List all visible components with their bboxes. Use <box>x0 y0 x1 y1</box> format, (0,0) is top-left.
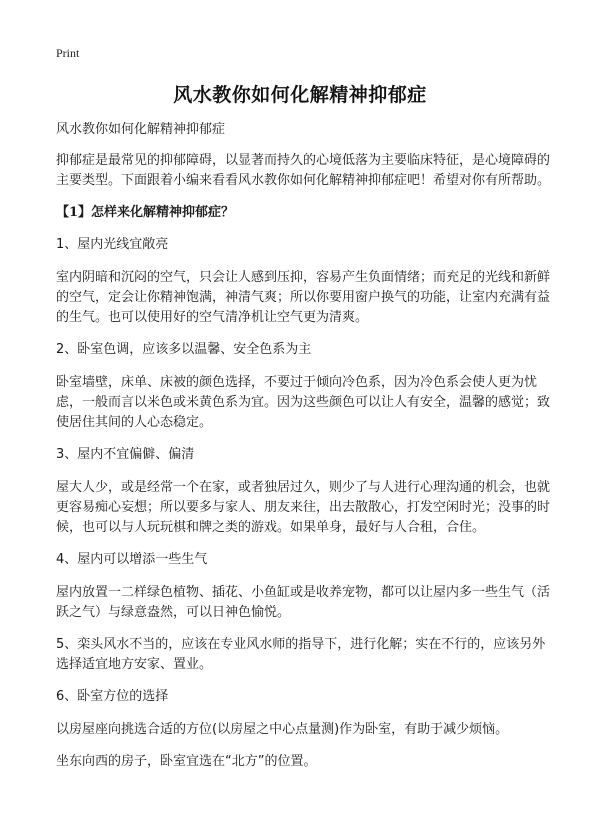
section-heading: 【1】怎样来化解精神抑郁症？ <box>56 205 235 220</box>
item-title-6: 6、卧室方位的选择 <box>56 689 169 704</box>
item-body-4: 屋内放置一二样绿色植物、插花、小鱼缸或是收养宠物，都可以让屋内多一些生气（活跃之气）与绿意盎然，可以日神色愉悦。 <box>56 585 551 620</box>
item-title-5: 5、栾头风水不当的，应该在专业风水师的指导下，进行化解；实在不行的，应该另外选择适宜地方安家、置业。 <box>56 637 546 672</box>
article-content <box>56 120 556 784</box>
intro-paragraph: 抑郁症是最常见的抑郁障碍，以显著而持久的心境低落为主要临床特征，是心境障碍的主要类型。下面跟着小编来看看风水教你如何化解精神抑郁症吧！希望对你有所帮助。 <box>56 153 551 188</box>
item-title-3: 3、屋内不宜偏僻、偏清 <box>56 447 195 462</box>
page-title: 风水教你如何化解精神抑郁症 <box>173 84 427 106</box>
item-body-1: 室内阴暗和沉闷的空气，只会让人感到压抑，容易产生负面情绪；而充足的光线和新鲜的空气，定会让你精神饱满，神清气爽；所以你要用窗户换气的功能，让室内充满有益的生气。也可以使用好的空气清净机让空气更为清爽。 <box>56 270 551 325</box>
article-subtitle: 风水教你如何化解精神抑郁症 <box>56 122 226 137</box>
item-title-2: 2、卧室色调，应该多以温馨、安全色系为主 <box>56 342 312 357</box>
item-body-2: 卧室墙壁，床单、床被的颜色选择，不要过于倾向冷色系，因为冷色系会使人更为忧虑，一般而言以米色或米黄色系为宜。因为这些颜色可以让人有安全，温馨的感觉；致使居住其间的人心态稳定。 <box>56 375 551 430</box>
item-title-4: 4、屋内可以增添一些生气 <box>56 552 208 567</box>
print-label: Print <box>56 46 80 60</box>
item-body-6: 以房屋座向挑选合适的方位(以房屋之中心点量测)作为卧室，有助于减少烦恼。 <box>56 722 509 737</box>
closing-paragraph: 坐东向西的房子，卧室宜选在“北方”的位置。 <box>56 754 317 769</box>
item-body-3: 屋大人少，或是经常一个在家，或者独居过久，则少了与人进行心理沟通的机会，也就更容易痴心妄想；所以要多与家人、朋友来往，出去散散心，打发空闲时光；没事的时候，也可以与人玩玩棋和牌之类的游戏。如果单身，最好与人合租，合住。 <box>56 480 551 535</box>
item-title-1: 1、屋内光线宜敞亮 <box>56 237 169 252</box>
